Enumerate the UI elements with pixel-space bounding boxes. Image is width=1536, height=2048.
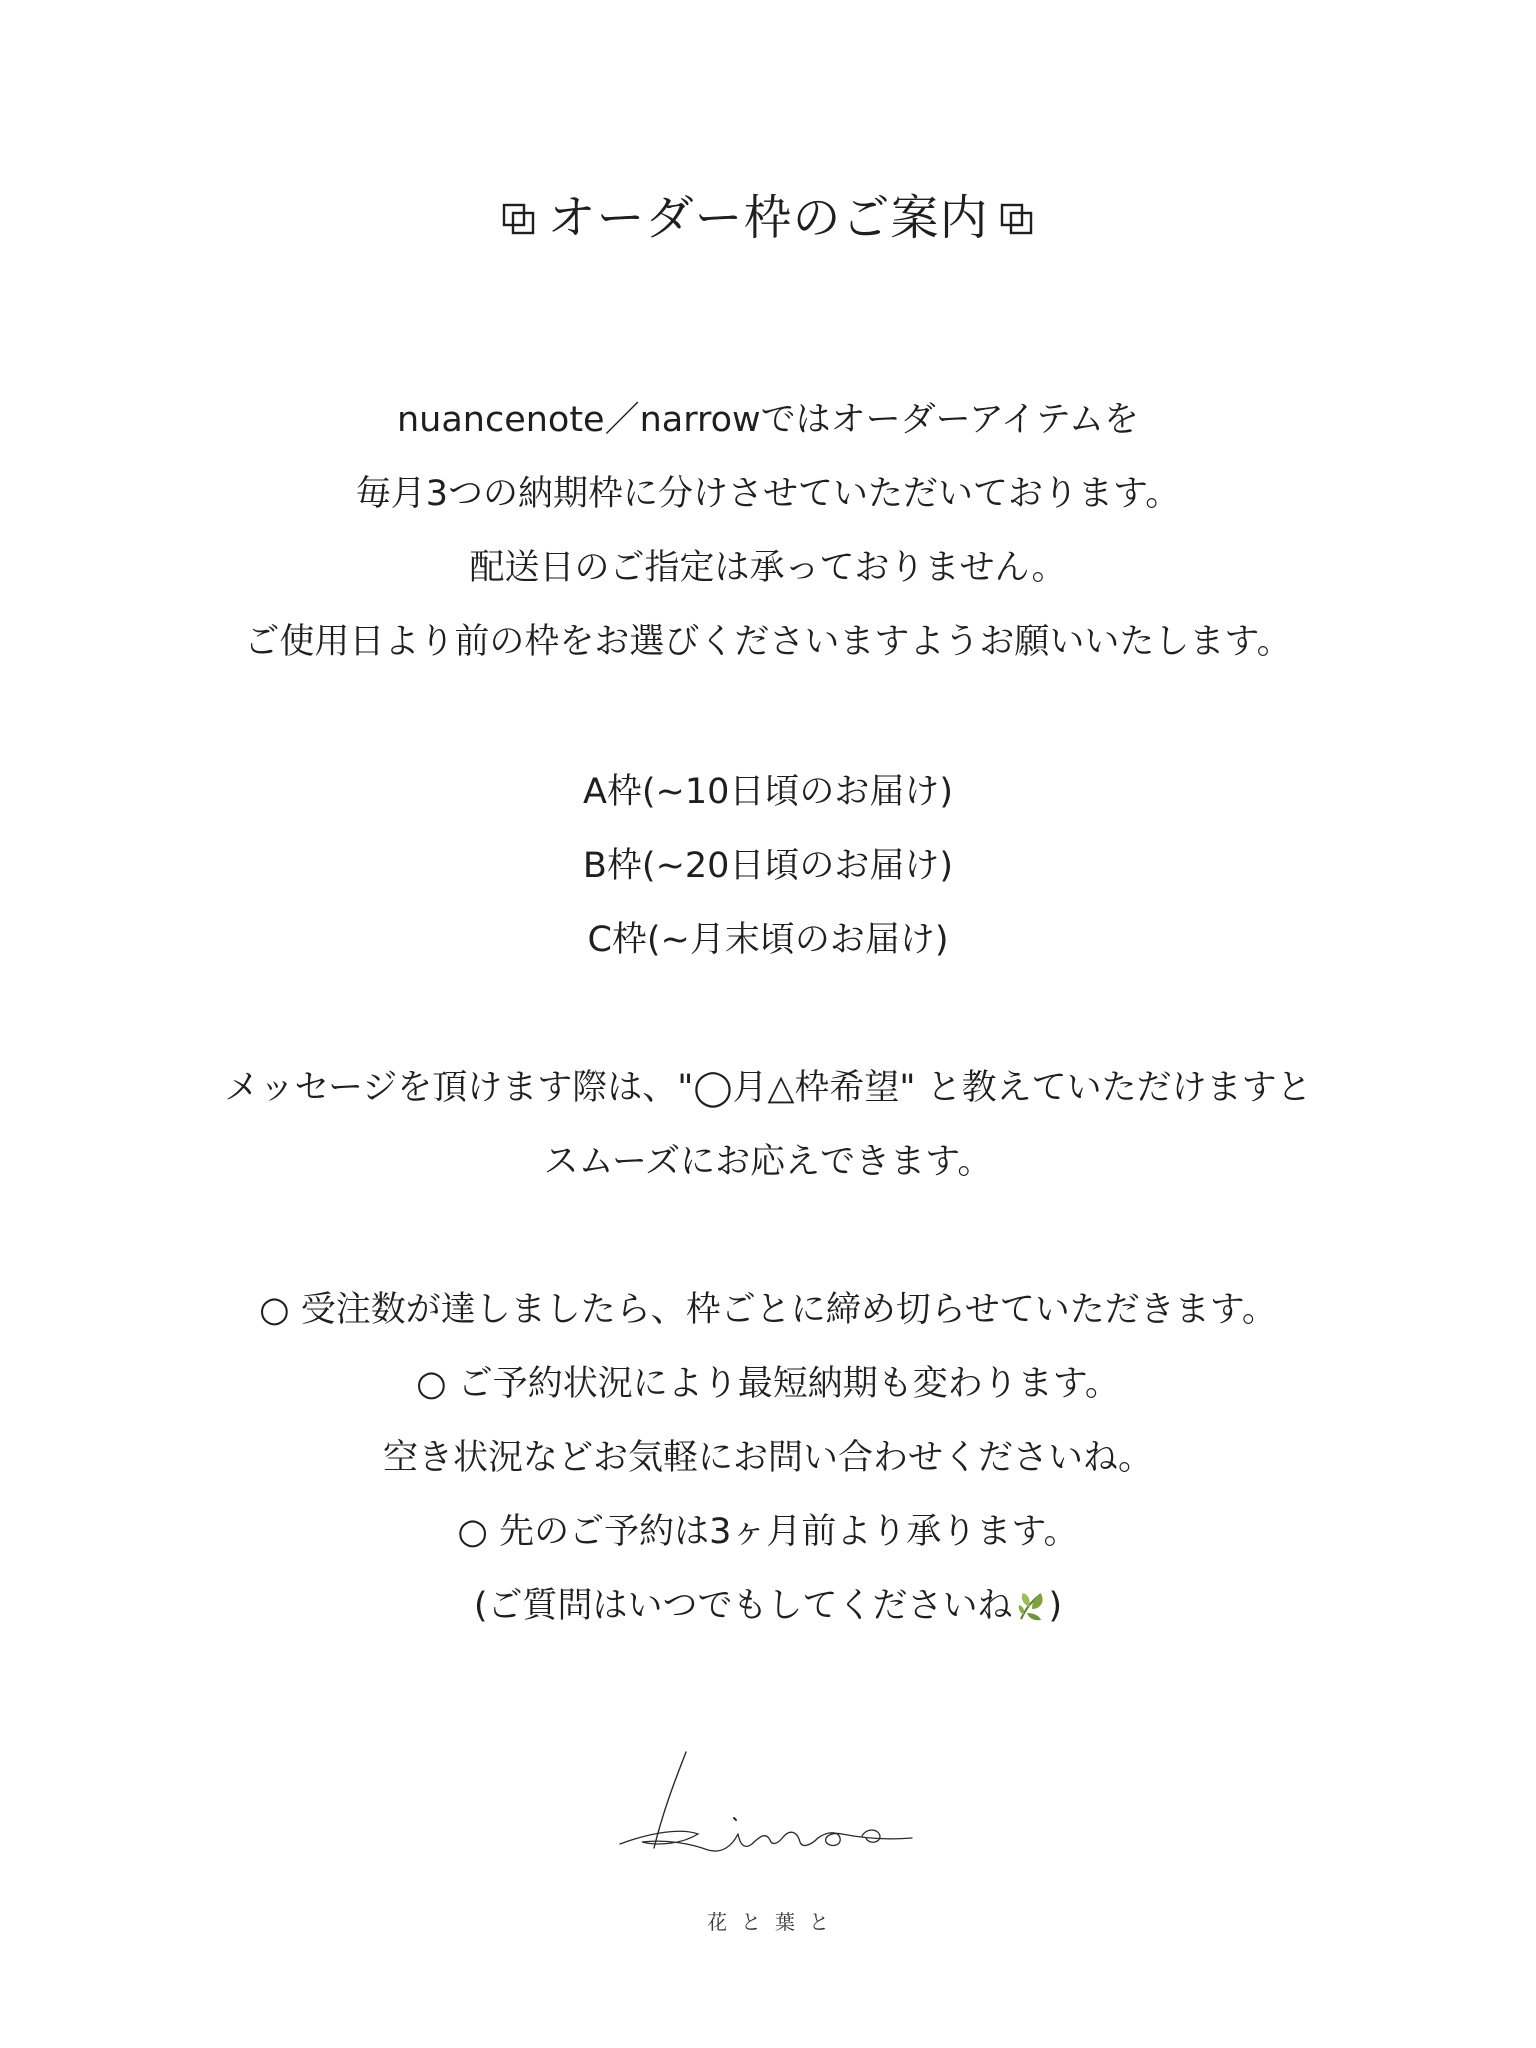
brand-name: 花と葉と: [707, 1910, 843, 1934]
question-line: [0, 1582, 1536, 1630]
message-line: スムーズにお応えできます。: [543, 1142, 993, 1182]
intro-line: 配送日のご指定は承っておりません。: [469, 548, 1067, 588]
note-line: ○ 受注数が達しましたら、枠ごとに締め切らせていただきます。: [259, 1290, 1277, 1330]
intro-line: 毎月3つの納期枠に分けさせていただいております。: [355, 474, 1181, 514]
slot-c-line: C枠(~月末頃のお届け): [587, 920, 949, 960]
message-line: メッセージを頂けます際は、"◯月△枠希望" と教えていただけますと: [224, 1068, 1312, 1108]
intro-line: ご使用日より前の枠をお選びくださいますようお願いいたします。: [244, 622, 1292, 662]
slot-b-line: B枠(~20日頃のお届け): [582, 846, 954, 886]
page-title-text: オーダー枠のご案内: [547, 190, 989, 246]
herb-leaf-icon: [1015, 1589, 1049, 1623]
question-text: (ご質問はいつでもしてくださいね: [473, 1586, 1013, 1626]
slot-a-line: A枠(~10日頃のお届け): [582, 772, 954, 812]
question-close-paren: ): [1048, 1586, 1063, 1626]
note-line: ○ 先のご予約は3ヶ月前より承ります。: [457, 1512, 1079, 1552]
square-frame-icon: [997, 198, 1037, 238]
note-line: ○ ご予約状況により最短納期も変わります。: [416, 1364, 1120, 1404]
page-title: [0, 186, 1536, 250]
signature: [612, 1748, 942, 1868]
square-frame-icon: [499, 198, 539, 238]
note-line: 空き状況などお気軽にお問い合わせくださいね。: [382, 1438, 1153, 1478]
intro-line: nuancenote／narrowではオーダーアイテムを: [396, 400, 1140, 440]
